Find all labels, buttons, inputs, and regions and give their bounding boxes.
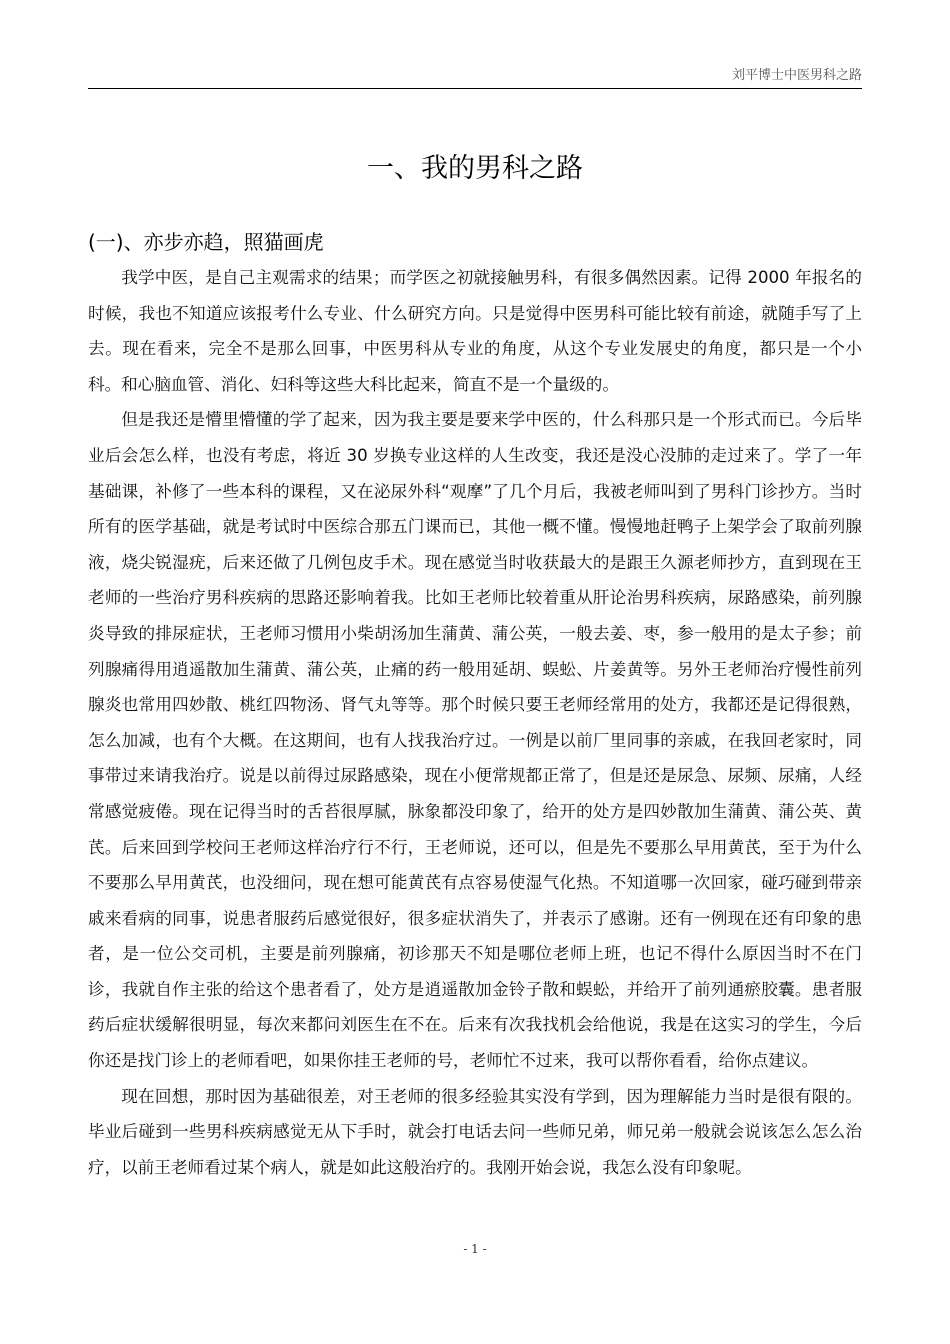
paragraph-3: 现在回想，那时因为基础很差，对王老师的很多经验其实没有学到，因为理解能力当时是很有限的。毕业后碰到一些男科疾病感觉无从下手时，就会打电话去问一些师兄弟，师兄弟一般就会说该怎么怎么治疗，以前王老师看过某个病人，就是如此这般治疗的。我刚开始会说，我怎么没有印象呢。 — [88, 1086, 862, 1177]
header-rule — [88, 88, 862, 89]
paragraph-1: 我学中医，是自己主观需求的结果；而学医之初就接触男科，有很多偶然因素。记得 2000 年报名的时候，我也不知道应该报考什么专业、什么研究方向。只是觉得中医男科可能比较有前途，就随手写了上去。现在看来，完全不是那么回事，中医男科从专业的角度，从这个专业发展史的角度，都只是一个小科。和心脑血管、消化、妇科等这些大科比起来，简直不是一个量级的。 — [88, 268, 862, 394]
page-number: - 1 - — [463, 1242, 487, 1256]
chapter-title: 一、我的男科之路 — [367, 153, 583, 184]
running-header: 刘平博士中医男科之路 — [731, 68, 862, 83]
section-heading: (一)、亦步亦趋，照猫画虎 — [88, 230, 324, 254]
body-text — [88, 260, 862, 1185]
paragraph-2: 但是我还是懵里懵懂的学了起来，因为我主要是要来学中医的，什么科那只是一个形式而已。今后毕业后会怎么样，也没有考虑，将近 30 岁换专业这样的人生改变，我还是没心没肺的走过来了。学了一年基础课，补修了一些本科的课程，又在泌尿外科“观摩”了几个月后，我被老师叫到了男科门诊抄方。当时所有的医学基础，就是考试时中医综合那五门课而已，其他一概不懂。慢慢地赶鸭子上架学会了取前列腺液，烧尖锐湿疣，后来还做了几例包皮手术。现在感觉当时收获最大的是跟王久源老师抄方，直到现在王老师的一些治疗男科疾病的思路还影响着我。比如王老师比较着重从肝论治男科疾病，尿路感染，前列腺炎导致的排尿症状，王老师习惯用小柴胡汤加生蒲黄、蒲公英，一般去姜、枣，参一般用的是太子参；前列腺痛得用逍遥散加生蒲黄、蒲公英，止痛的药一般用延胡、蜈蚣、片姜黄等。另外王老师治疗慢性前列腺炎也常用四妙散、桃红四物汤、肾气丸等等。那个时候只要王老师经常用的处方，我都还是记得很熟，怎么加减，也有个大概。在这期间，也有人找我治疗过。一例是以前厂里同事的亲戚，在我回老家时，同事带过来请我治疗。说是以前得过尿路感染，现在小便常规都正常了，但是还是尿急、尿频、尿痛，人经常感觉疲倦。现在记得当时的舌苔很厚腻，脉象都没印象了，给开的处方是四妙散加生蒲黄、蒲公英、黄芪。后来回到学校问王老师这样治疗行不行，王老师说，还可以，但是先不要那么早用黄芪，至于为什么不要那么早用黄芪，也没细问，现在想可能黄芪有点容易使湿气化热。不知道哪一次回家，碰巧碰到带亲戚来看病的同事，说患者服药后感觉很好，很多症状消失了，并表示了感谢。还有一例现在还有印象的患者，是一位公交司机，主要是前列腺痛，初诊那天不知是哪位老师上班，也记不得什么原因当时不在门诊，我就自作主张的给这个患者看了，处方是逍遥散加金铃子散和蜈蚣，并给开了前列通瘀胶囊。患者服药后症状缓解很明显，每次来都问刘医生在不在。后来有次我找机会给他说，我是在这实习的学生，今后你还是找门诊上的老师看吧，如果你挂王老师的号，老师忙不过来，我可以帮你看看，给你点建议。 — [88, 410, 862, 1071]
